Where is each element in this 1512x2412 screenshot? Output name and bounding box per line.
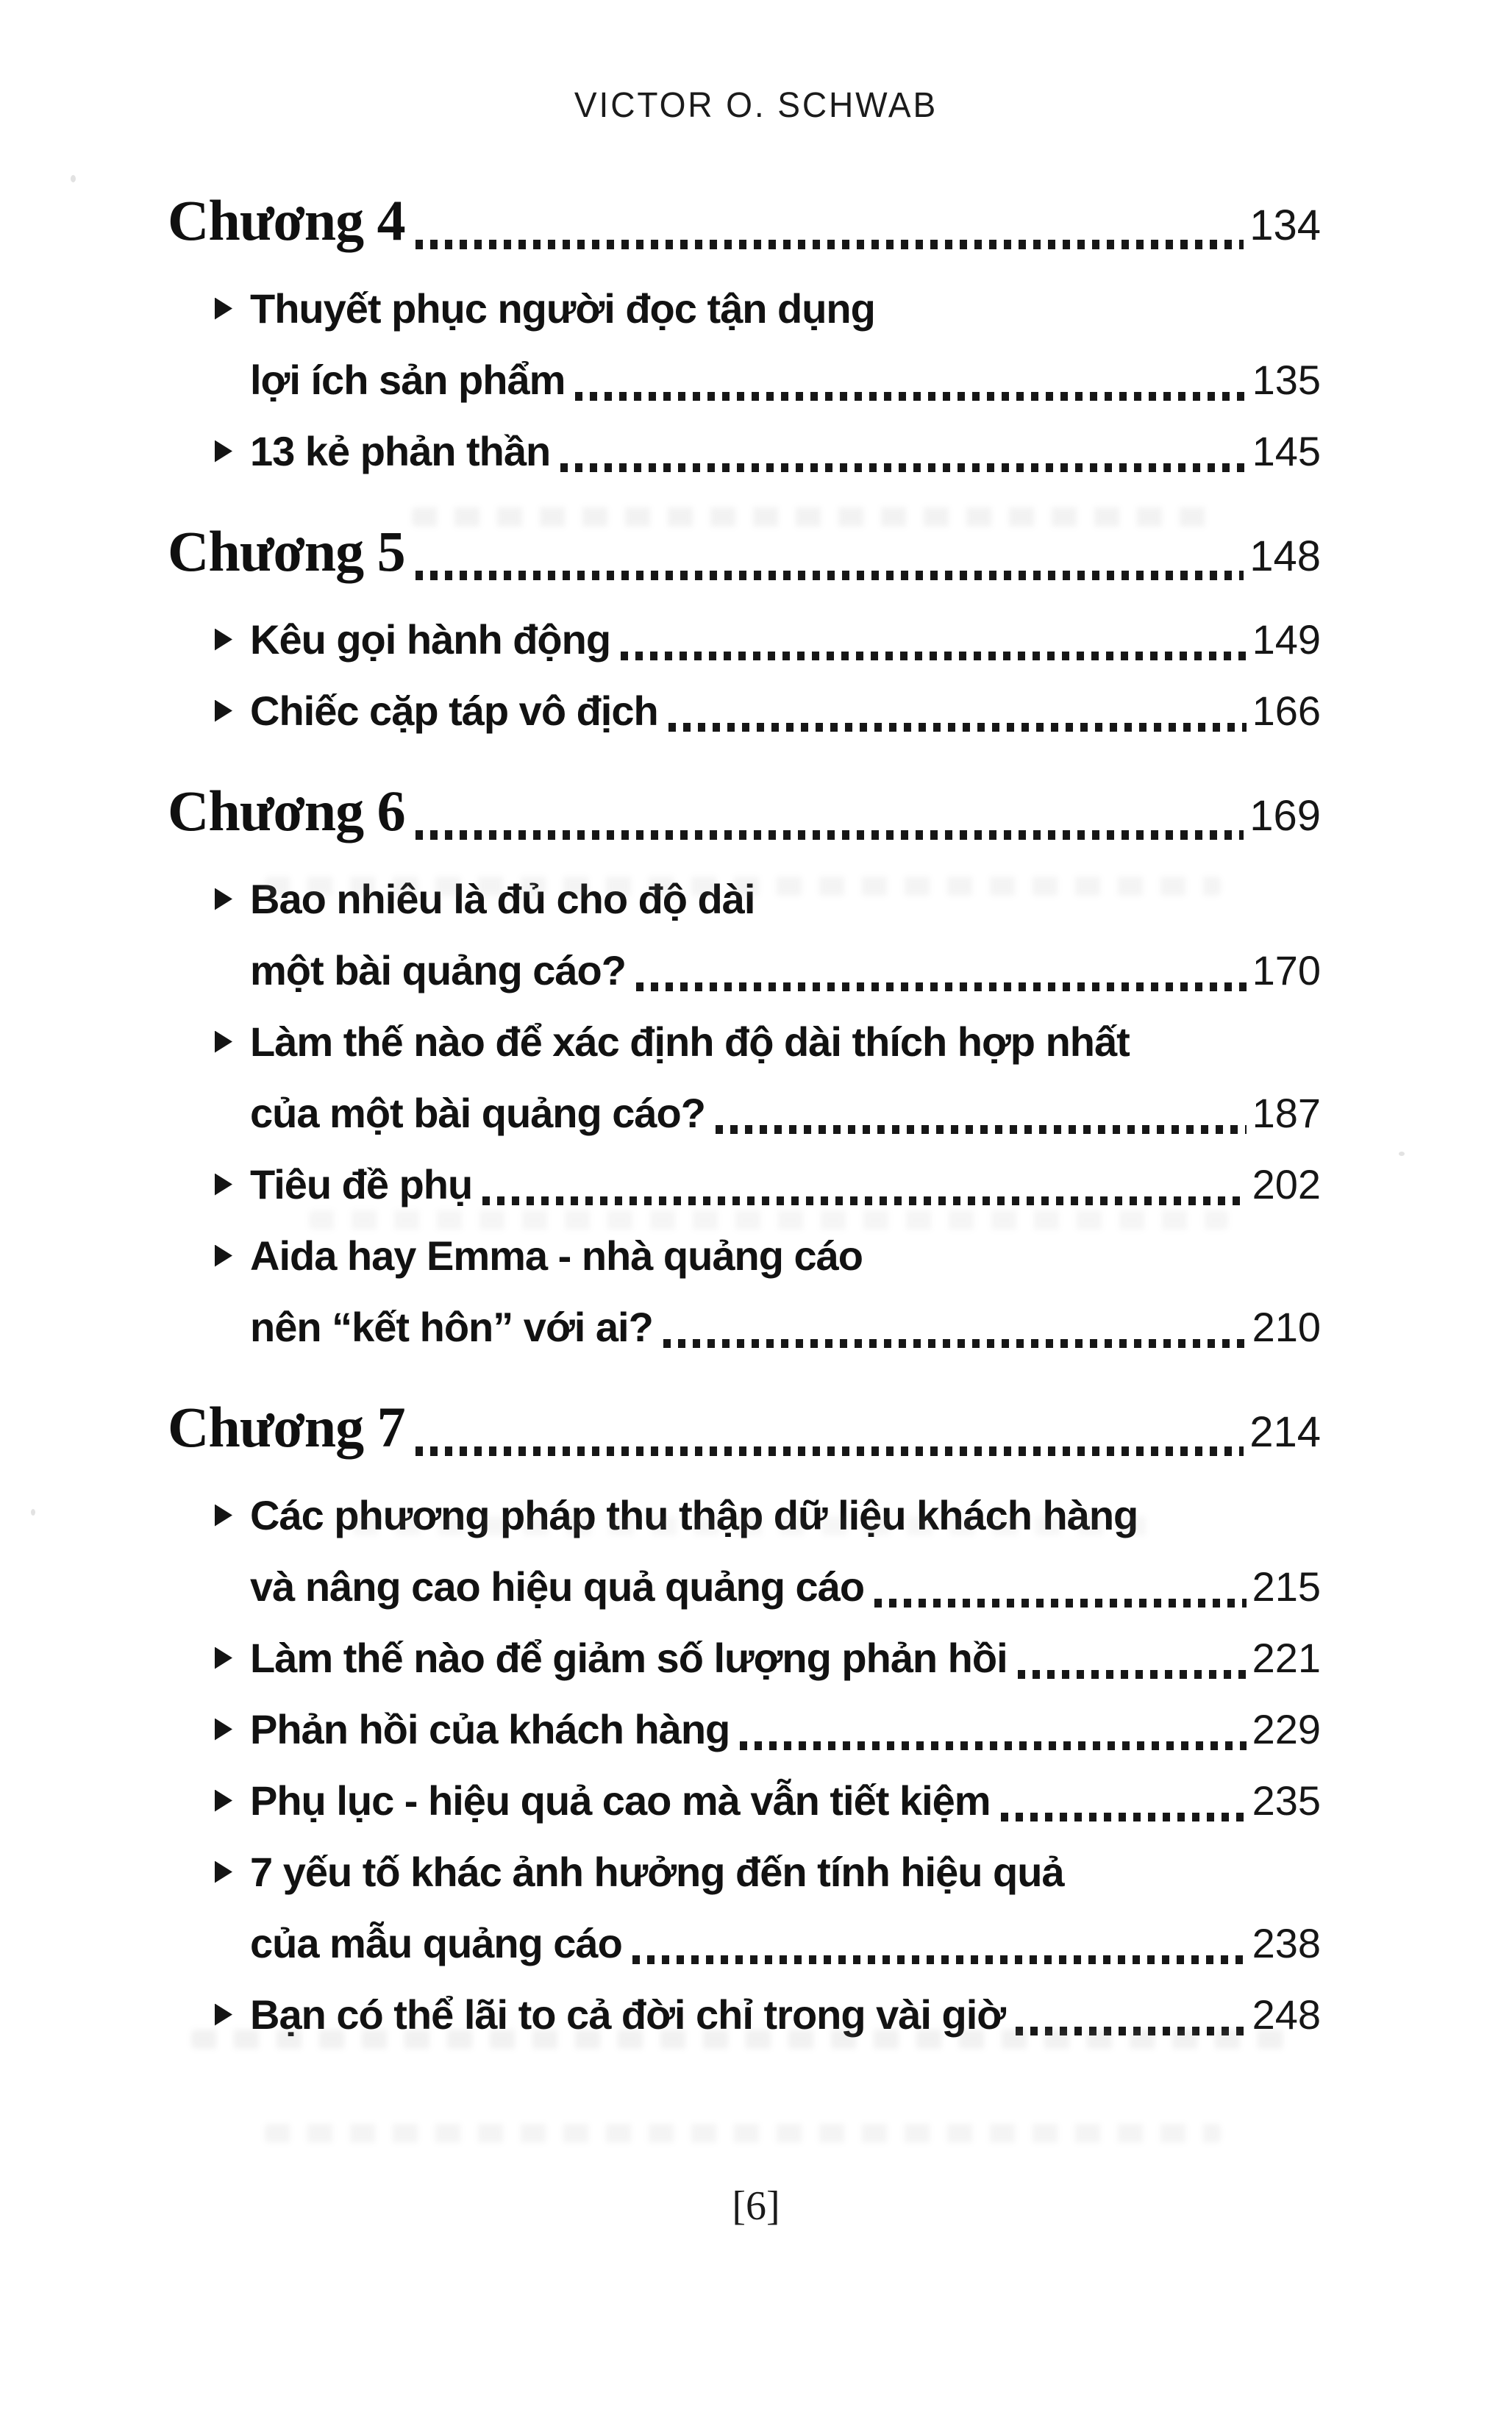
dot-leader <box>575 392 1246 401</box>
dot-leader <box>668 723 1247 732</box>
bullet-triangle-icon <box>215 629 232 651</box>
page-number: 238 <box>1252 1920 1321 1966</box>
dot-leader <box>636 982 1247 991</box>
dot-leader <box>416 240 1244 249</box>
toc-entry-row <box>168 1291 1321 1363</box>
dot-leader <box>416 571 1244 580</box>
page-number: 145 <box>1252 428 1321 474</box>
bullet-triangle-icon <box>215 1245 232 1267</box>
page-number: 235 <box>1252 1777 1321 1824</box>
toc-chapter-row <box>168 776 1321 852</box>
page-number: 214 <box>1249 1408 1321 1456</box>
entry-title: của mẫu quảng cáo <box>250 1920 622 1966</box>
chapter-title: Chương 5 <box>168 519 405 583</box>
bullet-triangle-icon <box>215 1174 232 1196</box>
entry-title: Phụ lục - hiệu quả cao mà vẫn tiết kiệm <box>250 1777 991 1824</box>
toc-entry-row <box>168 935 1321 1006</box>
dot-leader <box>874 1599 1247 1608</box>
toc-entry-row <box>168 344 1321 415</box>
page-number: 135 <box>1252 357 1321 403</box>
scan-speck <box>31 1509 35 1516</box>
bullet-triangle-icon <box>215 1647 232 1669</box>
page-number: 148 <box>1249 532 1321 580</box>
entry-title: 7 yếu tố khác ảnh hưởng đến tính hiệu quả <box>250 1849 1064 1895</box>
entry-title: Kêu gọi hành động <box>250 616 611 663</box>
bullet-triangle-icon <box>215 1031 232 1053</box>
entry-title: Làm thế nào để xác định độ dài thích hợp nhất <box>250 1018 1130 1065</box>
bullet-triangle-icon <box>215 888 232 910</box>
entry-title: Phản hồi của khách hàng <box>250 1706 730 1752</box>
page-number: 210 <box>1252 1304 1321 1350</box>
dot-leader <box>482 1196 1246 1205</box>
dot-leader <box>663 1339 1247 1348</box>
entry-title: của một bài quảng cáo? <box>250 1090 705 1136</box>
page-number: 221 <box>1252 1635 1321 1681</box>
toc-entry-row <box>168 1149 1321 1220</box>
entry-title: 13 kẻ phản thần <box>250 428 551 474</box>
entry-title: Làm thế nào để giảm số lượng phản hồi <box>250 1635 1008 1681</box>
toc-entry-row <box>168 1979 1321 2050</box>
entry-title: Thuyết phục người đọc tận dụng <box>250 285 875 332</box>
dot-leader <box>1018 1670 1247 1679</box>
toc-entry-row <box>168 675 1321 746</box>
page-number: 215 <box>1252 1563 1321 1610</box>
page-number: 202 <box>1252 1161 1321 1207</box>
toc-chapter-row <box>168 185 1321 261</box>
toc-entry-row <box>168 1765 1321 1836</box>
bullet-triangle-icon <box>215 2004 232 2026</box>
table-of-contents <box>168 156 1321 2050</box>
page-footer-number: [6] <box>732 2183 780 2229</box>
page-number: 170 <box>1252 947 1321 993</box>
page-number: 248 <box>1252 1991 1321 2038</box>
scan-speck <box>71 175 76 182</box>
toc-entry-row <box>168 1480 1321 1551</box>
bullet-triangle-icon <box>215 1861 232 1883</box>
dot-leader <box>416 830 1244 840</box>
dot-leader <box>621 652 1247 660</box>
dot-leader <box>1016 2027 1246 2035</box>
toc-entry-row <box>168 415 1321 487</box>
entry-title: một bài quảng cáo? <box>250 947 626 993</box>
toc-entry-row <box>168 1694 1321 1765</box>
bullet-triangle-icon <box>215 298 232 320</box>
toc-entry-row <box>168 1077 1321 1149</box>
scan-bleed-artifact <box>265 2124 1221 2143</box>
toc-chapter-row <box>168 1392 1321 1468</box>
dot-leader <box>632 1955 1247 1964</box>
chapter-title: Chương 4 <box>168 188 405 252</box>
dot-leader <box>560 463 1246 472</box>
toc-entry-row <box>168 1622 1321 1694</box>
chapter-title: Chương 6 <box>168 779 405 843</box>
dot-leader <box>1001 1813 1247 1822</box>
toc-entry-row <box>168 1220 1321 1291</box>
page-number: 134 <box>1249 201 1321 249</box>
entry-title: nên “kết hôn” với ai? <box>250 1304 653 1350</box>
page-number: 169 <box>1249 792 1321 840</box>
chapter-title: Chương 7 <box>168 1395 405 1459</box>
bullet-triangle-icon <box>215 700 232 722</box>
page-header-author: VICTOR O. SCHWAB <box>574 86 938 125</box>
page-number: 187 <box>1252 1090 1321 1136</box>
page-number: 149 <box>1252 616 1321 663</box>
toc-chapter-row <box>168 516 1321 592</box>
entry-title: Bao nhiêu là đủ cho độ dài <box>250 876 755 922</box>
bullet-triangle-icon <box>215 440 232 463</box>
toc-entry-row <box>168 1551 1321 1622</box>
page-number: 229 <box>1252 1706 1321 1752</box>
page-number: 166 <box>1252 688 1321 734</box>
entry-title: Aida hay Emma - nhà quảng cáo <box>250 1232 863 1279</box>
bullet-triangle-icon <box>215 1719 232 1741</box>
toc-entry-row <box>168 604 1321 675</box>
entry-title: lợi ích sản phẩm <box>250 357 566 403</box>
toc-entry-row <box>168 273 1321 344</box>
entry-title: Bạn có thể lãi to cả đời chỉ trong vài giờ <box>250 1991 1006 2038</box>
entry-title: và nâng cao hiệu quả quảng cáo <box>250 1563 865 1610</box>
toc-entry-row <box>168 1836 1321 1908</box>
scan-speck <box>1399 1152 1405 1156</box>
toc-entry-row <box>168 1908 1321 1979</box>
dot-leader <box>740 1741 1246 1750</box>
bullet-triangle-icon <box>215 1505 232 1527</box>
entry-title: Tiêu đề phụ <box>250 1161 473 1207</box>
bullet-triangle-icon <box>215 1790 232 1812</box>
dot-leader <box>716 1125 1247 1134</box>
toc-entry-row <box>168 863 1321 935</box>
toc-entry-row <box>168 1006 1321 1077</box>
entry-title: Các phương pháp thu thập dữ liệu khách hàng <box>250 1492 1138 1538</box>
entry-title: Chiếc cặp táp vô địch <box>250 688 658 734</box>
dot-leader <box>416 1446 1244 1456</box>
